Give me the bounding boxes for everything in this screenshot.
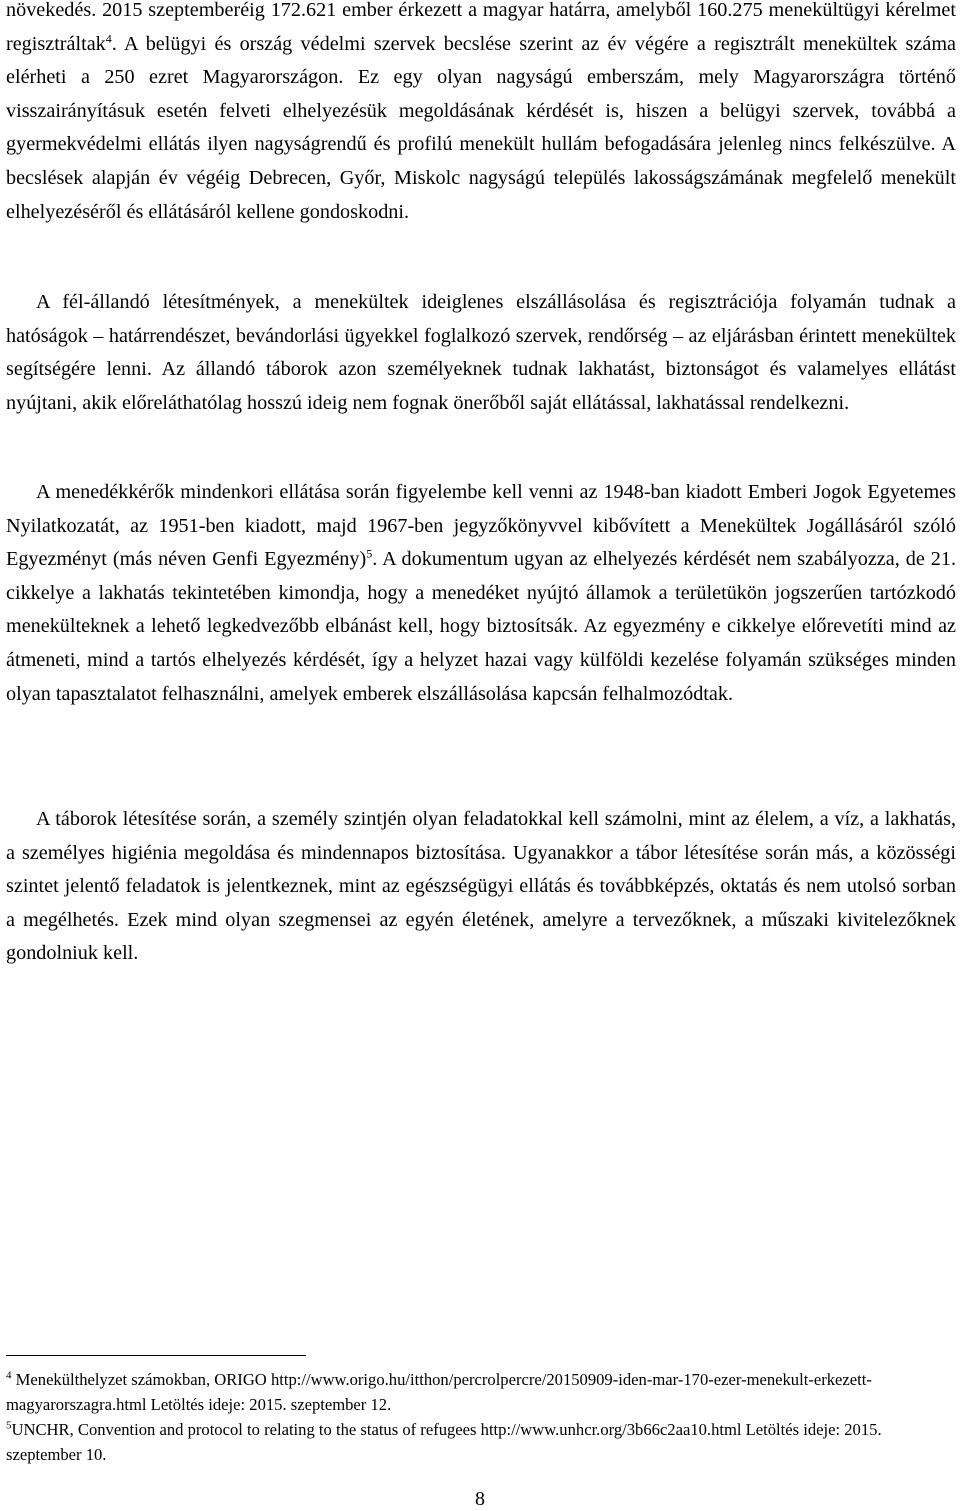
footnote-number-4: 4 (6, 1369, 12, 1382)
body-paragraph-4: A táborok létesítése során, a személy szintjén olyan feladatokkal kell számolni, mint az élelem, a víz, a lakhatás, a személyes higiénia megoldása és mindennapos biztosítása. Ugyanakkor a tábor létesítése során más, a közösségi szintet jelentő feladatok is jelentkeznek, mint az egészségügyi ellátás és továbbképzés, oktatás és nem utolsó sorban a megélhetés. Ezek mind olyan szegmensei az egyén életének, amelyre a tervezőknek, a műszaki kivitelezőknek gondolniuk kell. (6, 808, 956, 965)
footnote-ref-5: 5 (366, 546, 373, 561)
body-paragraph-2: A fél-állandó létesítmények, a menekültek ideiglenes elszállásolása és regisztrációja folyamán tudnak a hatóságok – határrendészet, bevándorlási ügyekkel foglalkozó szervek, rendőrség – az eljárásban érintett menekültek segítségére lenni. Az állandó táborok azon személyeknek tudnak lakhatást, biztonságot és valamelyes ellátást nyújtani, akik előreláthatólag hosszú ideig nem fognak önerőből saját ellátással, lakhatással rendelkezni. (6, 291, 956, 414)
paragraph-1-text-b: . A belügyi és ország védelmi szervek becslése szerint az év végére a regisztrált menekültek száma elérheti a 250 ezret Magyarországon. Ez egy olyan nagyságú emberszám, mely Magyarországra történő visszairányításuk esetén felveti elhelyezésük megoldásának kérdését is, hiszen a belügyi szervek, továbbá a gyermekvédelmi ellátás ilyen nagyságrendű és profilú menekült hullám befogadására jelenleg nincs felkészülve. A becslések alapján év végéig Debrecen, Győr, Miskolc nagyságú település lakosságszámának megfelelő menekült elhelyezéséről és ellátásáról kellene gondoskodni. (6, 32, 956, 223)
footnote-ref-4: 4 (105, 30, 112, 45)
footnote-5-text: UNCHR, Convention and protocol to relating to the status of refugees http://www.unhcr.org/3b66c2aa10.html Letöltés ideje: 2015. szeptember 10. (6, 1420, 882, 1464)
footnotes (6, 1367, 954, 1467)
page-number: 8 (475, 1488, 485, 1510)
body-paragraph-3 (6, 476, 956, 711)
footnote-4-text: Menekülthelyzet számokban, ORIGO http://www.origo.hu/itthon/percrolpercre/20150909-iden-mar-170-ezer-menekult-erkezett-magyarorszagra.html Letöltés ideje: 2015. szeptember 12. (6, 1370, 872, 1414)
footnote-4 (6, 1367, 954, 1417)
footnote-separator (6, 1355, 306, 1356)
footnote-5 (6, 1417, 954, 1467)
paragraph-1-text-a: növekedés. 2015 szeptemberéig 172.621 ember érkezett a magyar határra, amelyből 160.275 menekültügyi kérelmet regisztráltak (6, 0, 956, 55)
footnote-number-5: 5 (6, 1419, 12, 1432)
paragraph-3-text-a: A menedékkérők mindenkori ellátása során figyelembe kell venni az 1948-ban kiadott Emberi Jogok Egyetemes Nyilatkozatát, az 1951-ben kiadott, majd 1967-ben jegyzőkönyvvel kibővített a Menekültek Jogállásáról szóló Egyezményt (más néven Genfi Egyezmény) (6, 481, 956, 571)
body-paragraph-1 (6, 0, 956, 229)
paragraph-3-text-b: . A dokumentum ugyan az elhelyezés kérdését nem szabályozza, de 21. cikkelye a lakhatás tekintetében kimondja, hogy a menedéket nyújtó államok a területükön jogszerűen tartózkodó menekülteknek a lehető legkedvezőbb elbánást kell, hogy biztosítsák. Az egyezmény e cikkelye előrevetíti mind az átmeneti, mind a tartós elhelyezés kérdését, így a helyzet hazai vagy külföldi kezelése folyamán szükséges minden olyan tapasztalatot felhasználni, amelyek emberek elszállásolása kapcsán felhalmozódtak. (6, 548, 956, 705)
